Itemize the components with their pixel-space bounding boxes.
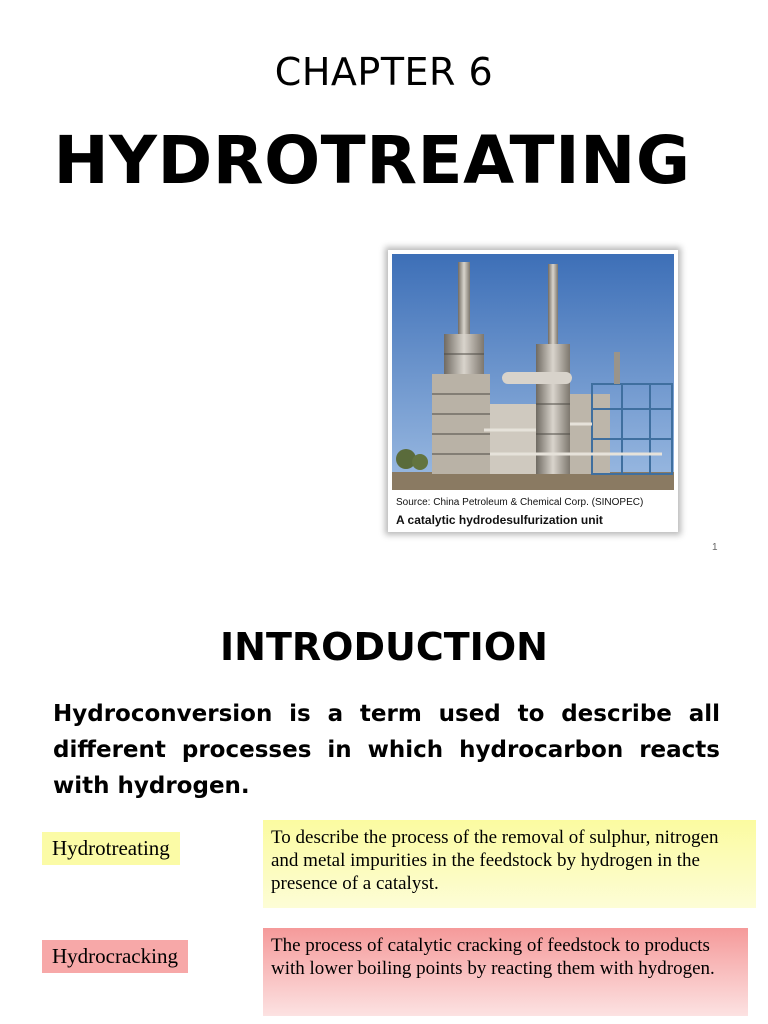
refinery-illustration (392, 254, 674, 528)
term-hydrocracking: Hydrocracking (42, 940, 188, 973)
section-heading: INTRODUCTION (220, 625, 548, 669)
definition-hydrocracking: The process of catalytic cracking of feedstock to products with lower boiling points by reacting them with hydrogen. (263, 928, 748, 1016)
page-number: 1 (712, 542, 718, 553)
photo-caption: A catalytic hydrodesulfurization unit (396, 513, 603, 527)
photo-source: Source: China Petroleum & Chemical Corp. (SINOPEC) (396, 497, 644, 508)
refinery-photo (388, 250, 678, 532)
intro-paragraph: Hydroconversion is a term used to describe all different processes in which hydrocarbon reacts with hydrogen. (53, 701, 720, 799)
chapter-label: CHAPTER 6 (274, 50, 494, 94)
definition-hydrotreating: To describe the process of the removal of sulphur, nitrogen and metal impurities in the feedstock by hydrogen in the presence of a catalyst. (263, 820, 756, 908)
term-hydrotreating: Hydrotreating (42, 832, 180, 865)
page-title: HYDROTREATING (53, 122, 691, 199)
